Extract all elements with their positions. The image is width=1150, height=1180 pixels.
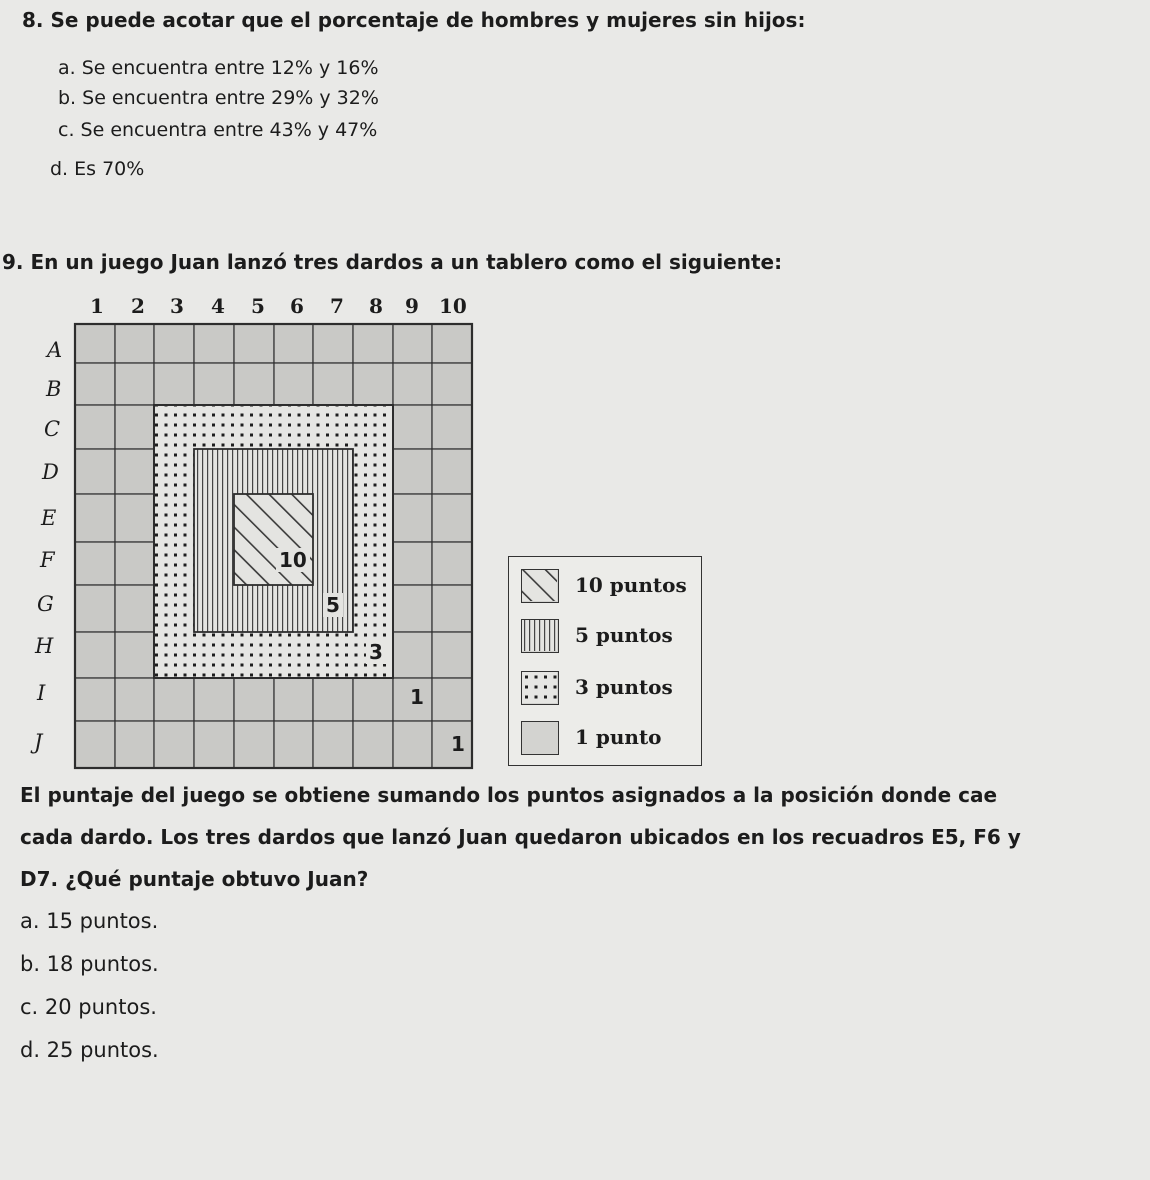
board-cell-A4 [194, 324, 234, 363]
legend-label: 5 puntos [575, 623, 673, 647]
q9-option-a[interactable]: a. 15 puntos. [20, 909, 159, 933]
board-cell-I10 [432, 678, 472, 721]
board-cell-C1 [75, 405, 115, 449]
board-cell-I2 [115, 678, 154, 721]
board-cell-C3 [154, 405, 194, 449]
board-cell-B1 [75, 363, 115, 405]
board-cell-I7 [313, 678, 353, 721]
board-cell-D10 [432, 449, 472, 494]
board-cell-G8 [353, 585, 393, 632]
board-cell-G6 [274, 585, 313, 632]
q8-option-d[interactable]: d. Es 70% [50, 158, 145, 180]
board-cell-J7 [313, 721, 353, 768]
board-cell-A3 [154, 324, 194, 363]
board-cell-H5 [234, 632, 274, 678]
board-cell-F2 [115, 542, 154, 585]
board-cell-J9 [393, 721, 432, 768]
col-label: 7 [330, 294, 344, 318]
board-cell-G1 [75, 585, 115, 632]
hatched-swatch-icon [521, 569, 559, 603]
board-cell-E3 [154, 494, 194, 542]
board-cell-B2 [115, 363, 154, 405]
board-cell-I4 [194, 678, 234, 721]
board-cell-A10 [432, 324, 472, 363]
board-cell-F9 [393, 542, 432, 585]
legend-label: 3 puntos [575, 675, 673, 699]
board-cell-E1 [75, 494, 115, 542]
board-cell-J5 [234, 721, 274, 768]
col-label: 5 [251, 294, 265, 318]
zone-marker-1: 1 [451, 732, 465, 756]
board-cell-I8 [353, 678, 393, 721]
board-cell-B3 [154, 363, 194, 405]
board-cell-C10 [432, 405, 472, 449]
board-cell-B5 [234, 363, 274, 405]
question-8-text: 8. Se puede acotar que el porcentaje de hombres y mujeres sin hijos: [22, 8, 806, 32]
row-label: C [44, 417, 61, 441]
board-cell-E9 [393, 494, 432, 542]
board-cell-C6 [274, 405, 313, 449]
board-cell-D5 [234, 449, 274, 494]
q9-option-c[interactable]: c. 20 puntos. [20, 995, 157, 1019]
board-cell-C2 [115, 405, 154, 449]
row-label: E [41, 506, 57, 530]
legend-label: 1 punto [575, 725, 662, 749]
score-legend [508, 556, 702, 766]
board-cell-B4 [194, 363, 234, 405]
board-cell-H1 [75, 632, 115, 678]
board-cell-D8 [353, 449, 393, 494]
board-cell-J8 [353, 721, 393, 768]
row-label: H [35, 634, 54, 658]
board-cell-I1 [75, 678, 115, 721]
board-cell-F5 [234, 542, 274, 585]
board-cell-A6 [274, 324, 313, 363]
board-cell-G10 [432, 585, 472, 632]
board-cell-H3 [154, 632, 194, 678]
board-cell-E6 [274, 494, 313, 542]
board-cell-H4 [194, 632, 234, 678]
board-cell-G3 [154, 585, 194, 632]
board-cell-I6 [274, 678, 313, 721]
board-cell-C9 [393, 405, 432, 449]
board-cell-D2 [115, 449, 154, 494]
row-label: J [34, 730, 43, 754]
board-cell-G2 [115, 585, 154, 632]
board-cell-F4 [194, 542, 234, 585]
col-label: 1 [90, 294, 104, 318]
board-cell-A5 [234, 324, 274, 363]
board-cell-J3 [154, 721, 194, 768]
col-label: 9 [405, 294, 419, 318]
board-cell-H9 [393, 632, 432, 678]
q9-option-d[interactable]: d. 25 puntos. [20, 1038, 159, 1062]
board-cell-I3 [154, 678, 194, 721]
q8-option-b[interactable]: b. Se encuentra entre 29% y 32% [58, 87, 379, 109]
board-cell-G5 [234, 585, 274, 632]
col-label: 6 [290, 294, 304, 318]
board-cell-I5 [234, 678, 274, 721]
board-cell-D7 [313, 449, 353, 494]
row-label: A [47, 338, 63, 362]
board-cell-B10 [432, 363, 472, 405]
board-cell-A2 [115, 324, 154, 363]
board-cell-J6 [274, 721, 313, 768]
board-cell-F1 [75, 542, 115, 585]
question-9-text: 9. En un juego Juan lanzó tres dardos a un tablero como el siguiente: [2, 250, 783, 274]
col-label: 3 [170, 294, 184, 318]
q8-option-c[interactable]: c. Se encuentra entre 43% y 47% [58, 119, 378, 141]
instructions-line-2: cada dardo. Los tres dardos que lanzó Juan quedaron ubicados en los recuadros E5, F6 y [20, 825, 1021, 849]
board-cell-C7 [313, 405, 353, 449]
board-cell-E2 [115, 494, 154, 542]
col-label: 4 [211, 294, 225, 318]
board-cell-C4 [194, 405, 234, 449]
zone-marker-5: 5 [323, 593, 343, 617]
board-cell-J1 [75, 721, 115, 768]
row-label: D [42, 460, 59, 484]
board-cell-A8 [353, 324, 393, 363]
board-cell-G4 [194, 585, 234, 632]
board-cell-H7 [313, 632, 353, 678]
board-cell-B8 [353, 363, 393, 405]
board-cell-J2 [115, 721, 154, 768]
row-label: G [37, 592, 54, 616]
board-cell-B9 [393, 363, 432, 405]
instructions-line-3: D7. ¿Qué puntaje obtuvo Juan? [20, 867, 369, 891]
board-cell-E5 [234, 494, 274, 542]
row-label: B [46, 377, 62, 401]
board-cell-F10 [432, 542, 472, 585]
plain-swatch-icon [521, 721, 559, 755]
board-cell-B7 [313, 363, 353, 405]
row-label: F [40, 548, 55, 572]
board-cell-E8 [353, 494, 393, 542]
board-cell-E10 [432, 494, 472, 542]
board-cell-G9 [393, 585, 432, 632]
board-cell-J4 [194, 721, 234, 768]
legend-label: 10 puntos [575, 573, 687, 597]
board-cell-B6 [274, 363, 313, 405]
zone-marker-10: 10 [276, 548, 310, 572]
board-cell-E7 [313, 494, 353, 542]
vertical-lines-swatch-icon [521, 619, 559, 653]
board-cell-H6 [274, 632, 313, 678]
board-cell-D9 [393, 449, 432, 494]
board-cell-A1 [75, 324, 115, 363]
board-cell-D3 [154, 449, 194, 494]
board-cell-F7 [313, 542, 353, 585]
board-cell-E4 [194, 494, 234, 542]
col-label: 2 [131, 294, 145, 318]
board-cell-F8 [353, 542, 393, 585]
zone-marker-1: 1 [410, 685, 424, 709]
board-cell-F3 [154, 542, 194, 585]
board-cell-A7 [313, 324, 353, 363]
board-cell-C8 [353, 405, 393, 449]
dotted-swatch-icon [521, 671, 559, 705]
row-label: I [37, 681, 46, 705]
board-cell-D6 [274, 449, 313, 494]
board-cell-C5 [234, 405, 274, 449]
q8-option-a[interactable]: a. Se encuentra entre 12% y 16% [58, 57, 379, 79]
board-cell-D4 [194, 449, 234, 494]
board-cell-D1 [75, 449, 115, 494]
board-cell-A9 [393, 324, 432, 363]
zone-marker-3: 3 [366, 640, 386, 664]
col-label: 10 [439, 294, 467, 318]
dartboard-grid [0, 0, 500, 780]
instructions-line-1: El puntaje del juego se obtiene sumando los puntos asignados a la posición donde cae [20, 783, 998, 807]
col-label: 8 [369, 294, 383, 318]
q9-option-b[interactable]: b. 18 puntos. [20, 952, 159, 976]
board-cell-H2 [115, 632, 154, 678]
board-cell-H10 [432, 632, 472, 678]
